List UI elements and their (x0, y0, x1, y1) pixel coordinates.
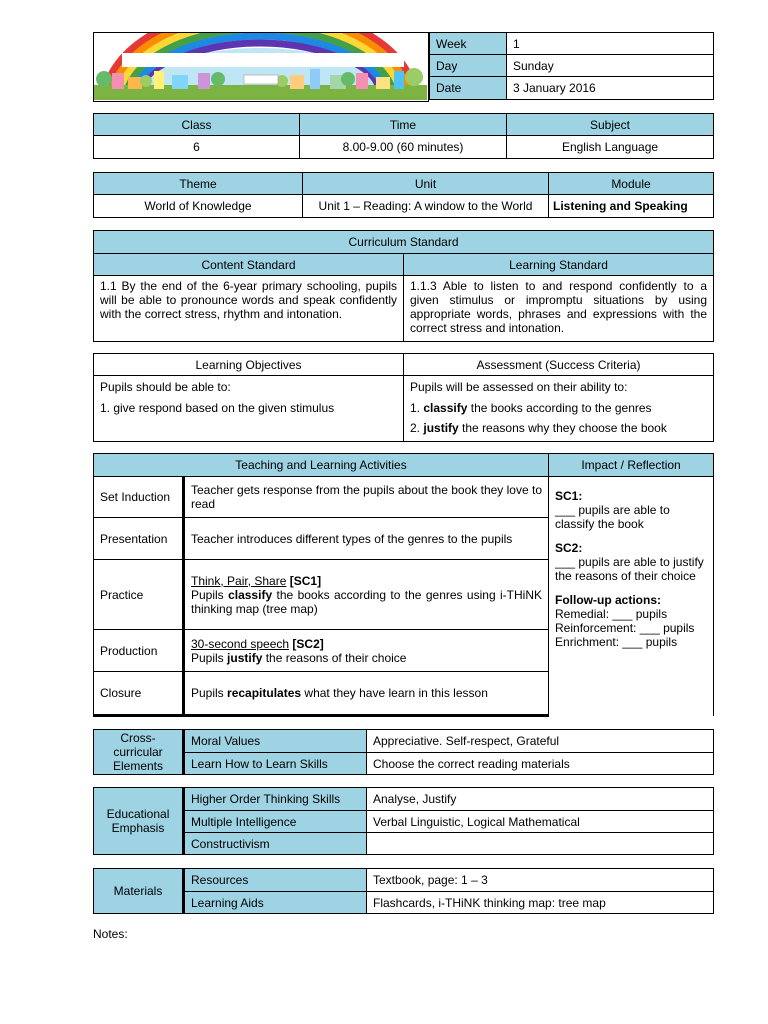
reflection-cell (549, 477, 714, 716)
sc2-title: SC2: (555, 541, 583, 555)
theme-value: World of Knowledge (94, 195, 303, 218)
multiple-intelligence-value: Verbal Linguistic, Logical Mathematical (367, 811, 714, 833)
objectives-intro: Pupils should be able to: (100, 380, 231, 394)
stage-presentation: Presentation (94, 518, 184, 560)
cross-curricular-label: Cross-curricular Elements (94, 730, 184, 775)
educational-emphasis-label: Educational Emphasis (94, 788, 184, 855)
subject-header: Subject (507, 114, 714, 136)
week-info-value: 1 (507, 33, 714, 55)
stage-practice: Practice (94, 560, 184, 630)
subject-value: English Language (507, 136, 714, 159)
class-table (93, 113, 714, 159)
learning-objectives-cell (94, 376, 404, 442)
curriculum-table (93, 230, 714, 342)
closure-text: Pupils recapitulates what they have learn in this lesson (184, 672, 549, 716)
multiple-intelligence-label: Multiple Intelligence (184, 811, 367, 833)
materials-table (93, 868, 714, 914)
resources-label: Resources (184, 869, 367, 892)
theme-table (93, 172, 714, 218)
set-induction-text: Teacher gets response from the pupils about the book they love to read (184, 477, 549, 518)
activities-table (93, 453, 714, 717)
class-header: Class (94, 114, 300, 136)
content-standard-header: Content Standard (94, 254, 404, 276)
follow-up-title: Follow-up actions: (555, 593, 662, 607)
hots-value: Analyse, Justify (367, 788, 714, 811)
enrichment-text: Enrichment: ___ pupils (555, 635, 678, 649)
week-info-table (429, 32, 714, 100)
constructivism-value (367, 833, 714, 855)
practice-method: Think, Pair, Share (191, 573, 287, 588)
sc1-text: ___ pupils are able to classify the book (555, 503, 670, 531)
week-info-value: 3 January 2016 (507, 77, 714, 100)
week-info-label: Date (430, 77, 507, 100)
assessment-item-2: 2. justify the reasons why they choose the book (410, 421, 667, 435)
constructivism-label: Constructivism (184, 833, 367, 855)
week-info-value: Sunday (507, 55, 714, 77)
notes-label: Notes: (93, 927, 128, 941)
rainbow-town-illustration (94, 33, 427, 100)
class-value: 6 (94, 136, 300, 159)
cross-curricular-table (93, 729, 714, 775)
week-info-row (430, 77, 714, 100)
moral-values-label: Moral Values (184, 730, 367, 753)
unit-header: Unit (303, 173, 549, 195)
moral-values-value: Appreciative. Self-respect, Grateful (367, 730, 714, 753)
production-method: 30-second speech (191, 636, 290, 651)
assessment-intro: Pupils will be assessed on their ability to: (410, 380, 628, 394)
header-banner (93, 32, 429, 102)
materials-label: Materials (94, 869, 184, 914)
module-header: Module (549, 173, 714, 195)
sc1-title: SC1: (555, 489, 583, 503)
theme-header: Theme (94, 173, 303, 195)
learning-standard-header: Learning Standard (404, 254, 714, 276)
assessment-cell (404, 376, 714, 442)
unit-value: Unit 1 – Reading: A window to the World (303, 195, 549, 218)
stage-production: Production (94, 630, 184, 672)
learning-standard-text: 1.1.3 Able to listen to and respond confidently to a given stimulus or impromptu situations by using appropriate words, phrases and expressions with the correct stress and intonation. (404, 276, 714, 342)
module-value: Listening and Speaking (549, 195, 714, 218)
curriculum-title: Curriculum Standard (94, 231, 714, 254)
reinforcement-text: Reinforcement: ___ pupils (555, 621, 695, 635)
week-info-label: Day (430, 55, 507, 77)
resources-value: Textbook, page: 1 – 3 (367, 869, 714, 892)
stage-set-induction: Set Induction (94, 477, 184, 518)
assessment-item-1: 1. classify the books according to the genres (410, 401, 652, 415)
remedial-text: Remedial: ___ pupils (555, 607, 668, 621)
assessment-header: Assessment (Success Criteria) (404, 354, 714, 376)
learning-aids-value: Flashcards, i-THiNK thinking map: tree map (367, 892, 714, 914)
educational-emphasis-table (93, 787, 714, 855)
learn-how-label: Learn How to Learn Skills (184, 753, 367, 775)
week-info-row (430, 55, 714, 77)
stage-closure: Closure (94, 672, 184, 716)
objective-item: 1. give respond based on the given stimulus (100, 401, 335, 415)
objectives-table (93, 353, 714, 442)
time-header: Time (300, 114, 507, 136)
hots-label: Higher Order Thinking Skills (184, 788, 367, 811)
activities-title: Teaching and Learning Activities (94, 454, 549, 477)
content-standard-text: 1.1 By the end of the 6-year primary schooling, pupils will be able to pronounce words and speak confidently with the correct stress, rhythm and intonation. (94, 276, 404, 342)
week-info-label: Week (430, 33, 507, 55)
learning-objectives-header: Learning Objectives (94, 354, 404, 376)
learning-aids-label: Learning Aids (184, 892, 367, 914)
production-text: 30-second speech [SC2] Pupils justify the reasons of their choice (184, 630, 549, 672)
learn-how-value: Choose the correct reading materials (367, 753, 714, 775)
presentation-text: Teacher introduces different types of the genres to the pupils (184, 518, 549, 560)
practice-text: Think, Pair, Share [SC1] Pupils classify the books according to the genres using i-THiNK thinking map (tree map) (184, 560, 549, 630)
impact-title: Impact / Reflection (549, 454, 714, 477)
sc2-text: ___ pupils are able to justify the reasons of their choice (555, 555, 704, 583)
week-info-row (430, 33, 714, 55)
time-value: 8.00-9.00 (60 minutes) (300, 136, 507, 159)
